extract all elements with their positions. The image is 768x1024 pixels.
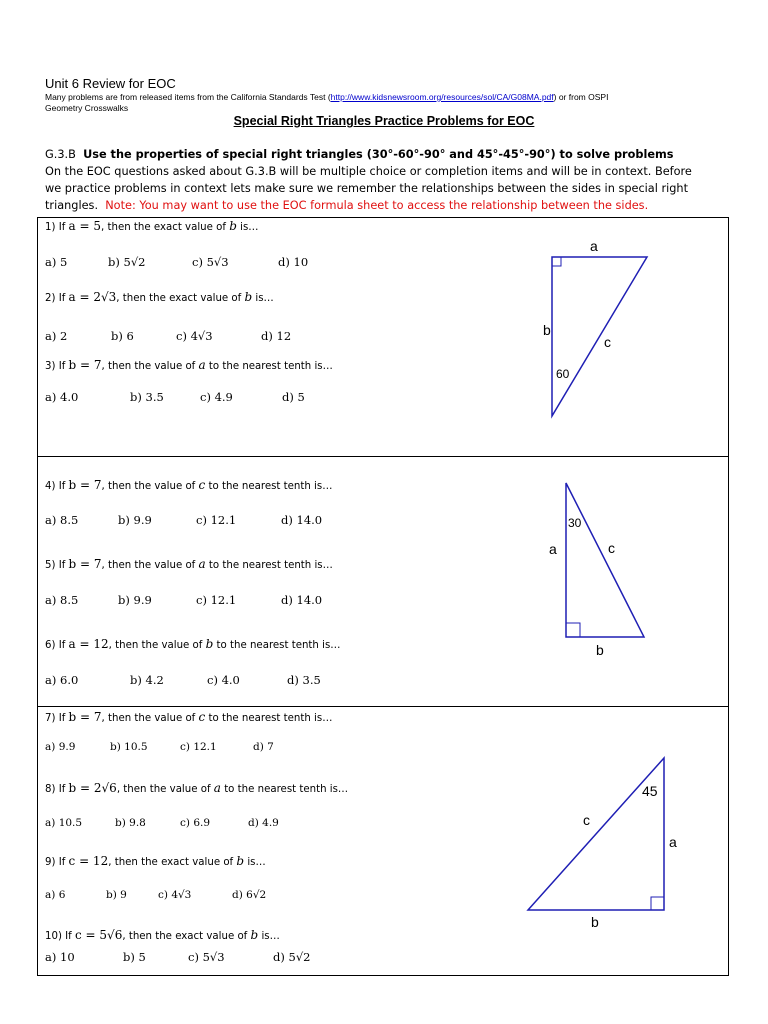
question-3-choice-d[interactable]: d) 5 (282, 390, 305, 404)
question-9-choice-d[interactable]: d) 6√2 (232, 889, 267, 901)
question-10 (45, 928, 280, 942)
question-7-choice-d[interactable]: d) 7 (253, 741, 274, 753)
question-prefix: 8) If (45, 784, 69, 795)
question-10-choice-c[interactable]: c) 5√3 (188, 950, 225, 964)
question-6 (45, 637, 340, 651)
intro-text (45, 146, 725, 214)
question-4 (45, 478, 332, 492)
question-9-choice-a[interactable]: a) 6 (45, 889, 66, 901)
question-3 (45, 358, 333, 372)
question-8-choice-d[interactable]: d) 4.9 (248, 817, 279, 829)
triangle-figure-2 (555, 475, 655, 645)
question-1 (45, 219, 258, 233)
question-suffix: is… (244, 857, 266, 868)
question-9-choice-c[interactable]: c) 4√3 (158, 889, 192, 901)
question-variable: b (244, 290, 253, 304)
question-given: c = 12 (68, 854, 109, 868)
triangle-1-outline (552, 257, 647, 416)
fig3-angle: 45 (642, 783, 658, 799)
question-6-choice-a[interactable]: a) 6.0 (45, 673, 79, 687)
question-2-choice-b[interactable]: b) 6 (111, 329, 134, 343)
right-angle-marker-2 (566, 623, 580, 637)
question-given: a = 12 (68, 637, 109, 651)
question-5-choice-a[interactable]: a) 8.5 (45, 593, 79, 607)
question-1-choice-d[interactable]: d) 10 (278, 255, 309, 269)
intro-line2: On the EOC questions asked about G.3.B will be multiple choice or completion items and will be in context. Before (45, 165, 692, 178)
question-2-choice-a[interactable]: a) 2 (45, 329, 68, 343)
question-9-choice-b[interactable]: b) 9 (106, 889, 127, 901)
question-given: c = 5√6 (75, 928, 123, 942)
question-variable: b (250, 928, 259, 942)
fig2-side-c: c (608, 540, 615, 556)
question-text: , then the exact value of (116, 293, 245, 304)
question-5-choice-d[interactable]: d) 14.0 (281, 593, 323, 607)
question-2-choice-d[interactable]: d) 12 (261, 329, 292, 343)
question-7-choice-b[interactable]: b) 10.5 (110, 741, 148, 753)
source-link[interactable]: http://www.kidsnewsroom.org/resources/sol/CA/G08MA.pdf (330, 92, 554, 102)
question-variable: c (198, 478, 206, 492)
question-suffix: to the nearest tenth is… (220, 784, 349, 795)
question-suffix: to the nearest tenth is… (213, 640, 341, 651)
fig2-angle: 30 (568, 516, 582, 530)
right-angle-marker-1 (552, 257, 561, 266)
question-1-choice-b[interactable]: b) 5√2 (108, 255, 146, 269)
question-suffix: is… (236, 222, 259, 233)
question-5 (45, 557, 333, 571)
fig1-angle: 60 (556, 367, 570, 381)
question-text: , then the value of (108, 640, 206, 651)
question-variable: a (198, 358, 206, 372)
question-prefix: 2) If (45, 293, 69, 304)
question-given: b = 7 (68, 710, 102, 724)
question-10-choice-a[interactable]: a) 10 (45, 950, 75, 964)
fig2-side-a: a (549, 541, 557, 557)
fig3-side-a: a (669, 834, 677, 850)
fig1-side-a: a (590, 238, 598, 254)
question-prefix: 10) If (45, 931, 76, 942)
formula-sheet-note: Note: You may want to use the EOC formula sheet to access the relationship between the sides. (105, 199, 649, 212)
question-1-choice-c[interactable]: c) 5√3 (192, 255, 229, 269)
question-6-choice-b[interactable]: b) 4.2 (130, 673, 164, 687)
source-note (45, 92, 725, 114)
fig3-side-c: c (583, 812, 590, 828)
question-variable: b (229, 219, 237, 233)
right-angle-marker-3 (651, 897, 664, 910)
question-2 (45, 290, 274, 304)
question-suffix: is… (252, 293, 274, 304)
question-8 (45, 781, 348, 795)
fig3-side-b: b (591, 914, 599, 930)
question-10-choice-d[interactable]: d) 5√2 (273, 950, 311, 964)
triangle-figure-1 (540, 245, 660, 425)
intro-line4 (45, 197, 725, 214)
question-4-choice-c[interactable]: c) 12.1 (196, 513, 237, 527)
unit-title: Unit 6 Review for EOC (45, 76, 176, 91)
question-7-choice-c[interactable]: c) 12.1 (180, 741, 217, 753)
source-suffix: ) or from OSPI (553, 92, 609, 102)
question-given: b = 7 (68, 557, 102, 571)
page-title: Special Right Triangles Practice Problems for EOC (233, 114, 535, 128)
fig2-side-b: b (596, 642, 604, 658)
triangle-3-outline (528, 758, 664, 910)
source-prefix: Many problems are from released items from the California Standards Test ( (45, 92, 331, 102)
question-3-choice-a[interactable]: a) 4.0 (45, 390, 79, 404)
question-8-choice-b[interactable]: b) 9.8 (115, 817, 146, 829)
question-given: b = 7 (68, 478, 102, 492)
question-prefix: 6) If (45, 640, 69, 651)
question-text: , then the value of (101, 481, 199, 492)
question-given: a = 2√3 (68, 290, 117, 304)
question-text: , then the value of (101, 361, 199, 372)
standard-text: Use the properties of special right triangles (30°-60°-90° and 45°-45°-90°) to solve problems (83, 148, 674, 161)
question-4-choice-b[interactable]: b) 9.9 (118, 513, 152, 527)
question-8-choice-a[interactable]: a) 10.5 (45, 817, 83, 829)
question-8-choice-c[interactable]: c) 6.9 (180, 817, 211, 829)
question-variable: c (198, 710, 206, 724)
question-variable: a (198, 557, 206, 571)
question-variable: b (205, 637, 214, 651)
triangle-figure-3 (520, 750, 670, 915)
question-suffix: to the nearest tenth is… (205, 481, 333, 492)
standard-code: G.3.B (45, 148, 76, 161)
question-9 (45, 854, 266, 868)
intro-line3: we practice problems in context lets make sure we remember the relationships between the sides in special right (45, 182, 689, 195)
source-line2: Geometry Crosswalks (45, 103, 129, 113)
question-text: , then the value of (101, 560, 199, 571)
question-given: b = 2√6 (68, 781, 117, 795)
fig1-side-c: c (604, 334, 611, 350)
question-prefix: 9) If (45, 857, 69, 868)
question-given: b = 7 (68, 358, 102, 372)
question-variable: b (236, 854, 245, 868)
question-1-choice-a[interactable]: a) 5 (45, 255, 68, 269)
question-suffix: to the nearest tenth is… (205, 560, 333, 571)
question-text: , then the value of (101, 713, 199, 724)
fig1-side-b: b (543, 322, 551, 338)
intro-line4-start: triangles. (45, 199, 99, 212)
question-suffix: is… (258, 931, 280, 942)
question-given: a = 5 (68, 219, 102, 233)
question-prefix: 7) If (45, 713, 69, 724)
question-text: , then the exact value of (108, 857, 237, 868)
question-3-choice-b[interactable]: b) 3.5 (130, 390, 164, 404)
question-5-choice-b[interactable]: b) 9.9 (118, 593, 152, 607)
question-7 (45, 710, 332, 724)
intro-standard-line (45, 146, 725, 163)
question-prefix: 4) If (45, 481, 69, 492)
question-prefix: 3) If (45, 361, 69, 372)
question-prefix: 5) If (45, 560, 69, 571)
question-6-choice-c[interactable]: c) 4.0 (207, 673, 240, 687)
question-text: , then the exact value of (122, 931, 251, 942)
question-variable: a (213, 781, 221, 795)
question-4-choice-d[interactable]: d) 14.0 (281, 513, 323, 527)
question-6-choice-d[interactable]: d) 3.5 (287, 673, 321, 687)
question-5-choice-c[interactable]: c) 12.1 (196, 593, 237, 607)
question-prefix: 1) If (45, 222, 69, 233)
question-2-choice-c[interactable]: c) 4√3 (176, 329, 213, 343)
question-10-choice-b[interactable]: b) 5 (123, 950, 146, 964)
triangle-2-outline (566, 483, 644, 637)
question-text: , then the value of (116, 784, 214, 795)
question-4-choice-a[interactable]: a) 8.5 (45, 513, 79, 527)
question-3-choice-c[interactable]: c) 4.9 (200, 390, 233, 404)
question-text: , then the exact value of (101, 222, 230, 233)
question-7-choice-a[interactable]: a) 9.9 (45, 741, 76, 753)
question-suffix: to the nearest tenth is… (205, 713, 333, 724)
question-suffix: to the nearest tenth is… (205, 361, 333, 372)
